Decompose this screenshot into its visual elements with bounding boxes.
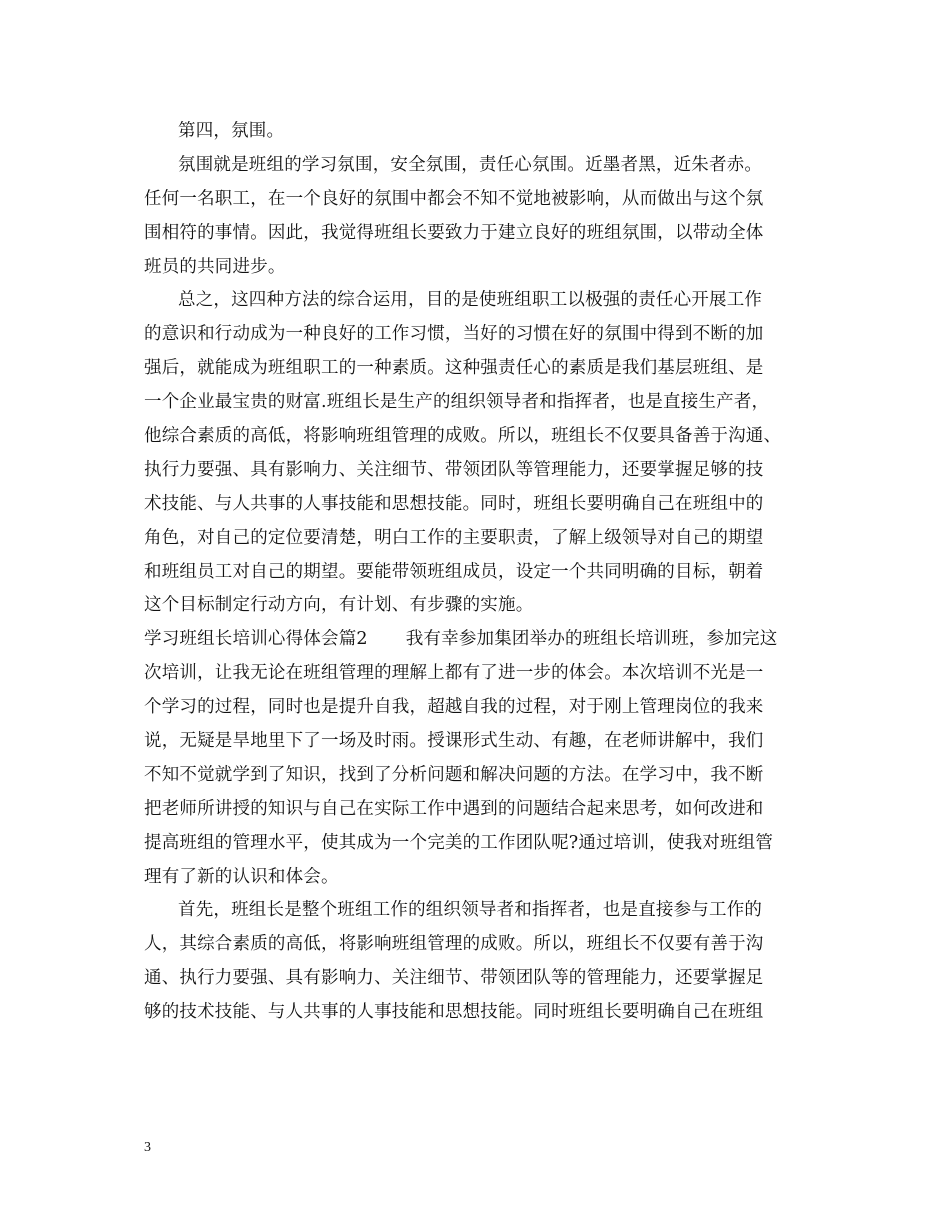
section-heading: 学习班组长培训心得体会篇2 <box>144 629 368 650</box>
text-line: 这个目标制定行动方向，有计划、有步骤的实施。 <box>144 595 534 616</box>
text-line: 班员的共同进步。 <box>144 256 286 277</box>
text-line: 的意识和行动成为一种良好的工作习惯，当好的习惯在好的氛围中得到不断的加 <box>144 324 764 345</box>
text-line: 强后，就能成为班组职工的一种素质。这种强责任心的素质是我们基层班组、是 <box>144 358 764 379</box>
text-line: 说，无疑是旱地里下了一场及时雨。授课形式生动、有趣，在老师讲解中，我们 <box>144 731 764 752</box>
text-line: 次培训，让我无论在班组管理的理解上都有了进一步的体会。本次培训不光是一 <box>144 663 764 684</box>
text-line: 我有幸参加集团举办的班组长培训班，参加完这 <box>405 629 778 650</box>
body-text <box>144 115 804 1030</box>
text-line: 人，其综合素质的高低，将影响班组管理的成败。所以，班组长不仅要有善于沟 <box>144 934 764 955</box>
text-line: 氛围就是班组的学习氛围，安全氛围，责任心氛围。近墨者黑，近朱者赤。 <box>178 154 763 175</box>
text-line: 首先，班组长是整个班组工作的组织领导者和指挥者，也是直接参与工作的 <box>178 900 763 921</box>
text-line: 围相符的事情。因此，我觉得班组长要致力于建立良好的班组氛围，以带动全体 <box>144 222 764 243</box>
text-line: 他综合素质的高低，将影响班组管理的成败。所以，班组长不仅要具备善于沟通、 <box>144 426 782 447</box>
text-line: 理有了新的认识和体会。 <box>144 866 339 887</box>
text-line: 总之，这四种方法的综合运用，目的是使班组职工以极强的责任心开展工作 <box>178 290 763 311</box>
page-number: 3 <box>144 1140 151 1155</box>
text-line: 个学习的过程，同时也是提升自我，超越自我的过程，对于刚上管理岗位的我来 <box>144 697 764 718</box>
section-heading-line <box>144 623 804 657</box>
text-line: 角色，对自己的定位要清楚，明白工作的主要职责，了解上级领导对自己的期望 <box>144 527 764 548</box>
text-line: 一个企业最宝贵的财富.班组长是生产的组织领导者和指挥者，也是直接生产者， <box>144 392 770 413</box>
text-line: 把老师所讲授的知识与自己在实际工作中遇到的问题结合起来思考，如何改进和 <box>144 798 764 819</box>
text-line: 执行力要强、具有影响力、关注细节、带领团队等管理能力，还要掌握足够的技 <box>144 459 764 480</box>
text-line: 术技能、与人共事的人事技能和思想技能。同时，班组长要明确自己在班组中的 <box>144 493 764 514</box>
text-line: 够的技术技能、与人共事的人事技能和思想技能。同时班组长要明确自己在班组 <box>144 1002 764 1023</box>
text-line: 任何一名职工，在一个良好的氛围中都会不知不觉地被影响，从而做出与这个氛 <box>144 188 764 209</box>
text-line: 和班组员工对自己的期望。要能带领班组成员，设定一个共同明确的目标，朝着 <box>144 561 764 582</box>
text-line: 第四，氛围。 <box>178 121 285 141</box>
text-line: 提高班组的管理水平，使其成为一个完美的工作团队呢?通过培训，使我对班组管 <box>144 832 774 853</box>
text-line: 通、执行力要强、具有影响力、关注细节、带领团队等的管理能力，还要掌握足 <box>144 968 764 989</box>
text-line: 不知不觉就学到了知识，找到了分析问题和解决问题的方法。在学习中，我不断 <box>144 764 764 785</box>
